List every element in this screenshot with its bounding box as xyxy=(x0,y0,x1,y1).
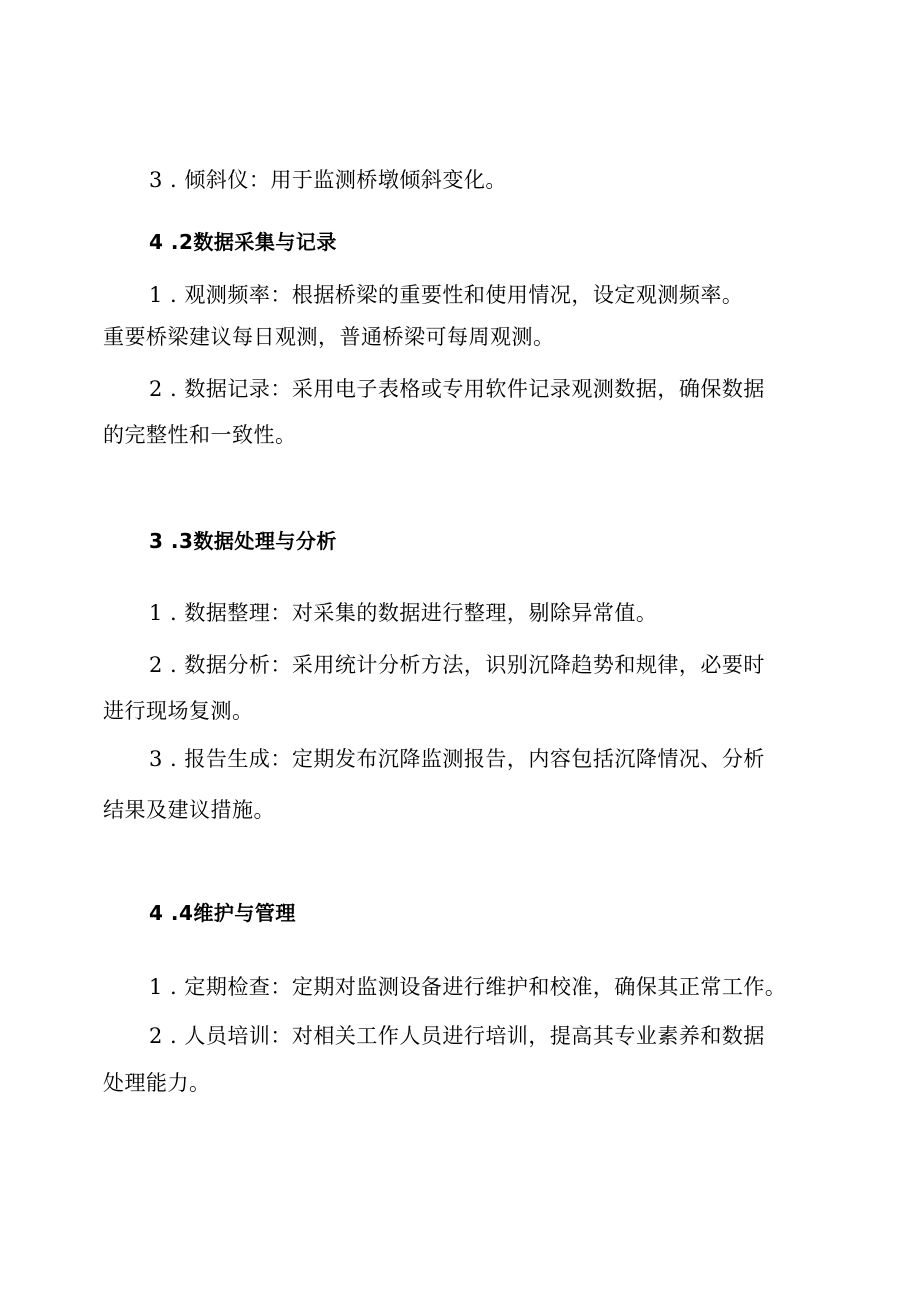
list-item-data-recording-cont: 的完整性和一致性。 xyxy=(103,423,297,447)
section-heading-3-3: 3 .3数据处理与分析 xyxy=(149,529,337,553)
list-item-observation-frequency-cont: 重要桥梁建议每日观测，普通桥梁可每周观测。 xyxy=(103,325,555,349)
list-item-data-cleaning: 1 . 数据整理：对采集的数据进行整理，剔除异常值。 xyxy=(149,601,658,625)
list-item-staff-training: 2 . 人员培训：对相关工作人员进行培训，提高其专业素养和数据 xyxy=(149,1024,765,1048)
list-item-periodic-check: 1 . 定期检查：定期对监测设备进行维护和校准，确保其正常工作。 xyxy=(149,975,787,999)
list-item-data-analysis-cont: 进行现场复测。 xyxy=(103,699,254,723)
section-heading-4-2: 4 .2数据采集与记录 xyxy=(149,230,337,254)
list-item-report-generation-cont: 结果及建议措施。 xyxy=(103,798,275,822)
list-item-data-recording: 2 . 数据记录：采用电子表格或专用软件记录观测数据，确保数据 xyxy=(149,377,765,401)
section-heading-4-4: 4 .4维护与管理 xyxy=(149,901,296,925)
list-item-staff-training-cont: 处理能力。 xyxy=(103,1071,211,1095)
list-item-data-analysis: 2 . 数据分析：采用统计分析方法，识别沉降趋势和规律，必要时 xyxy=(149,653,765,677)
list-item-observation-frequency: 1 . 观测频率：根据桥梁的重要性和使用情况，设定观测频率。 xyxy=(149,283,744,307)
list-item-tilt-meter: 3 . 倾斜仪：用于监测桥墩倾斜变化。 xyxy=(149,168,507,192)
list-item-report-generation: 3 . 报告生成：定期发布沉降监测报告，内容包括沉降情况、分析 xyxy=(149,747,765,771)
